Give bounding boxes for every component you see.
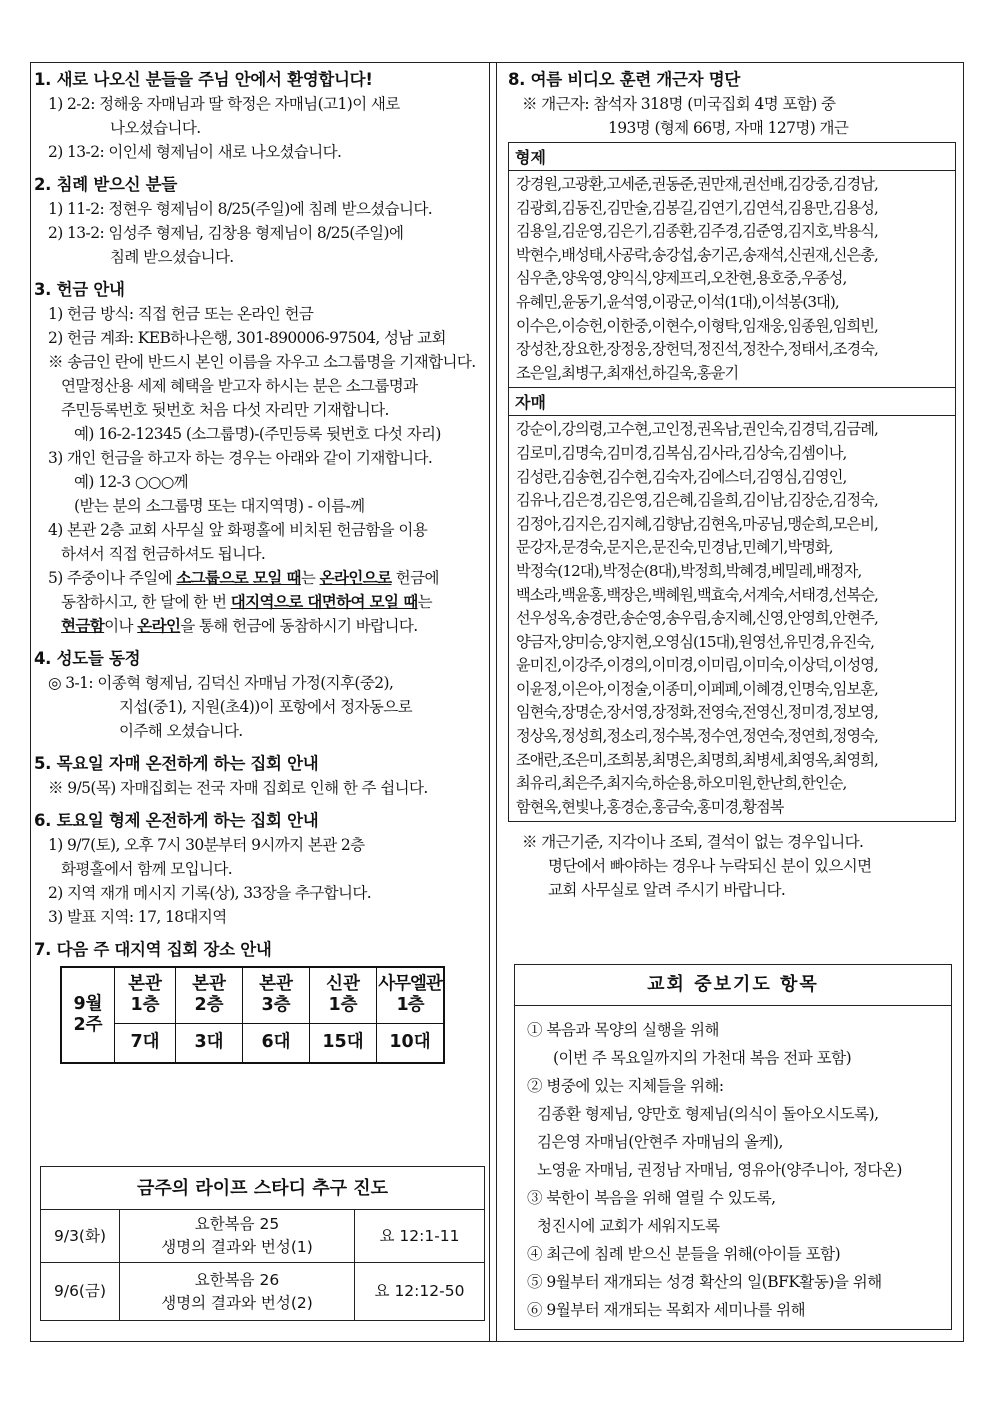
brothers-list bbox=[509, 171, 955, 387]
text-line bbox=[34, 566, 486, 590]
text-line: 하셔서 직접 헌금하셔도 됩니다. bbox=[61, 545, 266, 563]
prayer-line: ⑤ 9월부터 재개되는 성경 확산의 일(BFK활동)을 위해 bbox=[527, 1273, 882, 1291]
name-line: 양금자,양미승,양지현,오영심(15대),원영선,유민경,유진숙, bbox=[516, 632, 875, 651]
sisters-list bbox=[509, 416, 955, 821]
text-line bbox=[34, 590, 486, 614]
text-line: 화평홀에서 함께 모입니다. bbox=[61, 860, 233, 878]
section-heading: 4. 성도들 동정 bbox=[34, 649, 141, 668]
name-line: 조은일,최병구,최재선,하길욱,홍윤기 bbox=[516, 363, 739, 382]
life-study-table bbox=[40, 1166, 485, 1321]
name-line: 박현수,배성태,사공락,송강섭,송기곤,송재석,신권재,신은총, bbox=[516, 245, 878, 264]
book-text: 요한복음 25 bbox=[194, 1215, 280, 1233]
section-attendance bbox=[508, 68, 960, 140]
prayer-title: 교회 중보기도 항목 bbox=[515, 965, 951, 1006]
name-line: 유혜민,윤동기,윤석영,이광군,이석(1대),이석봉(3대), bbox=[516, 292, 839, 311]
name-line: 강경원,고광환,고세준,권동준,권만재,권선배,김강중,김경남, bbox=[516, 175, 878, 193]
text-line: 명단에서 빠야하는 경우나 누락되신 분이 있으시면 bbox=[548, 857, 872, 876]
text-line: 193명 (형제 66명, 자매 127명) 개근 bbox=[608, 119, 849, 137]
prayer-line: 노영윤 자매님, 권정남 자매님, 영유아(양주니아, 정다온) bbox=[537, 1161, 902, 1179]
name-line: 정상옥,정성희,정소리,정수복,정수연,정연숙,정연희,정영숙, bbox=[516, 727, 878, 746]
brothers-label: 형제 bbox=[509, 143, 955, 171]
text-line: ※ 개근자: 참석자 318명 (미국집회 4명 포함) 중 bbox=[522, 95, 836, 113]
emphasis-text: 온라인 bbox=[137, 617, 181, 635]
text-line: 2) 13-2: 임성주 형제님, 김창용 형제님이 8/25(주일)에 bbox=[48, 224, 404, 242]
name-line: 윤미진,이강주,이경의,이미경,이미림,이미숙,이상덕,이성영, bbox=[516, 656, 878, 675]
topic-text: 생명의 결과와 번성(2) bbox=[161, 1293, 313, 1312]
text-fragment: 는 bbox=[417, 593, 432, 611]
prayer-line: 김종환 형제님, 양만호 형제님(의식이 돌아오시도록), bbox=[537, 1105, 879, 1123]
section-heading: 3. 헌금 안내 bbox=[34, 280, 125, 299]
text-fragment: 는 bbox=[300, 569, 320, 587]
section-heading: 2. 침례 받으신 분들 bbox=[34, 175, 177, 194]
text-line: 이주해 오셨습니다. bbox=[119, 722, 243, 740]
text-line: ※ 9/5(목) 자매집회는 전국 자매 집회로 인해 한 주 쉽니다. bbox=[48, 779, 428, 797]
name-line: 김로미,김명숙,김미경,김복심,김사라,김상숙,김셈이나, bbox=[516, 443, 847, 462]
group-cell: 3대 bbox=[176, 1023, 243, 1063]
section-heading: 5. 목요일 자매 온전하게 하는 집회 안내 bbox=[34, 754, 319, 773]
group-cell: 10대 bbox=[377, 1023, 445, 1063]
sisters-label: 자매 bbox=[509, 387, 955, 416]
text-line: 연말정산용 세제 혜택을 받고자 하시는 분은 소그룹명과 bbox=[61, 377, 418, 395]
name-line: 최유리,최은주,최지숙,하순용,하오미원,한난희,한인순, bbox=[516, 774, 847, 793]
meeting-place-table bbox=[60, 966, 445, 1064]
prayer-box bbox=[514, 964, 952, 1330]
date-cell: 9/6(금) bbox=[41, 1263, 120, 1321]
emphasis-text: 대지역으로 대면하여 모일 때 bbox=[230, 593, 418, 611]
place-cell: 본관 3층 bbox=[243, 967, 310, 1023]
group-cell: 15대 bbox=[310, 1023, 377, 1063]
topic-text: 생명의 결과와 번성(1) bbox=[161, 1238, 313, 1256]
place-cell: 본관 2층 bbox=[176, 967, 243, 1023]
topic-cell bbox=[120, 1263, 355, 1321]
text-line: ◎ 3-1: 이종혁 형제님, 김덕신 자매님 가정(지후(중2), bbox=[48, 674, 394, 692]
right-column bbox=[508, 68, 960, 902]
name-line: 조애란,조은미,조희봉,최명은,최명희,최병세,최영옥,최영희, bbox=[516, 750, 878, 769]
place-cell: 사무엘관 1층 bbox=[377, 967, 445, 1023]
prayer-line: ④ 최근에 침례 받으신 분들을 위해(아이들 포함) bbox=[527, 1245, 841, 1263]
emphasis-text: 소그룹으로 모일 때 bbox=[176, 569, 301, 587]
section-sisters-meeting bbox=[34, 752, 486, 800]
book-text: 요한복음 26 bbox=[194, 1270, 280, 1289]
prayer-line: 청진시에 교회가 세워지도록 bbox=[537, 1217, 720, 1235]
name-line: 이윤정,이은아,이정술,이종미,이페페,이혜경,인명숙,임보훈, bbox=[516, 679, 878, 698]
prayer-line: (이번 주 목요일까지의 가천대 복음 전파 포함) bbox=[553, 1049, 852, 1067]
column-divider bbox=[489, 62, 497, 1342]
text-line: 침례 받으셨습니다. bbox=[110, 248, 234, 266]
name-line: 임현숙,장명순,장서영,장정화,전영숙,전영신,정미경,정보영, bbox=[516, 703, 878, 722]
text-line: 3) 개인 헌금을 하고자 하는 경우는 아래와 같이 기재합니다. bbox=[48, 449, 433, 467]
text-fragment: 동참하시고, 한 달에 한 번 bbox=[61, 593, 231, 611]
verse-cell: 요 12:1-11 bbox=[355, 1210, 485, 1263]
text-line: 2) 지역 재개 메시지 기록(상), 33장을 추구합니다. bbox=[48, 884, 372, 902]
name-line: 이수은,이승헌,이한중,이현수,이형탁,임재웅,임종원,임희빈, bbox=[516, 316, 878, 335]
name-line: 박정숙(12대),박정순(8대),박정희,박혜경,베밀레,배정자, bbox=[516, 561, 862, 580]
text-line: 1) 11-2: 정현우 형제님이 8/25(주일)에 침례 받으셨습니다. bbox=[48, 200, 433, 218]
section-meeting-places bbox=[34, 938, 486, 1064]
text-fragment: 이나 bbox=[104, 617, 138, 635]
name-line: 심우춘,양욱영,양익식,양제프리,오찬현,용호중,우종성, bbox=[516, 269, 847, 288]
section-welcome bbox=[34, 68, 486, 164]
prayer-line: 김은영 자매님(안현주 자매님의 올케), bbox=[537, 1133, 783, 1151]
place-cell: 본관 1층 bbox=[115, 967, 176, 1023]
prayer-line: ① 복음과 목양의 실행을 위해 bbox=[527, 1021, 719, 1039]
text-fragment: 헌금에 bbox=[391, 569, 439, 587]
section-heading: 7. 다음 주 대지역 집회 장소 안내 bbox=[34, 940, 272, 959]
text-line: 나오셨습니다. bbox=[110, 119, 201, 137]
prayer-line: ② 병중에 있는 지체들을 위해: bbox=[527, 1077, 724, 1095]
text-line: 3) 발표 지역: 17, 18대지역 bbox=[48, 908, 227, 926]
name-line: 김정아,김지은,김지혜,김향남,김현옥,마공님,맹순희,모은비, bbox=[516, 514, 878, 533]
text-line: 1) 2-2: 정해웅 자매님과 딸 학정은 자매님(고1)이 새로 bbox=[48, 95, 400, 113]
section-heading: 1. 새로 나오신 분들을 주님 안에서 환영합니다! bbox=[34, 70, 373, 89]
topic-cell bbox=[120, 1210, 355, 1263]
prayer-line: ⑥ 9월부터 재개되는 목회자 세미나를 위해 bbox=[527, 1301, 806, 1319]
place-cell: 신관 1층 bbox=[310, 967, 377, 1023]
name-line: 김유나,김은경,김은영,김은혜,김을희,김이남,김장순,김정숙, bbox=[516, 491, 878, 510]
name-line: 문강자,문경숙,문지은,문진숙,민경남,민혜기,박명화, bbox=[516, 538, 833, 557]
name-line: 함현옥,현빛나,홍경순,홍금숙,홍미경,황점복 bbox=[516, 797, 784, 816]
text-fragment: 을 통해 헌금에 동참하시기 바랍니다. bbox=[180, 617, 418, 635]
verse-cell: 요 12:12-50 bbox=[355, 1263, 485, 1321]
section-heading: 8. 여름 비디오 훈련 개근자 명단 bbox=[508, 70, 741, 89]
text-line: 4) 본관 2층 교회 사무실 앞 화평홀에 비치된 헌금함을 이용 bbox=[48, 521, 428, 539]
text-fragment: 5) 주중이나 주일에 bbox=[48, 569, 177, 587]
life-study-title: 금주의 라이프 스타디 추구 진도 bbox=[41, 1167, 485, 1210]
name-line: 김용일,김운영,김은기,김종환,김주경,김준영,김지호,박용식, bbox=[516, 222, 878, 241]
section-heading: 6. 토요일 형제 온전하게 하는 집회 안내 bbox=[34, 811, 319, 830]
group-cell: 6대 bbox=[243, 1023, 310, 1063]
name-line: 백소라,백윤홍,백장은,백혜원,백효숙,서계숙,서태경,선복순, bbox=[516, 585, 878, 604]
name-line: 김성란,김송현,김수현,김숙자,김에스더,김영심,김영인, bbox=[516, 467, 847, 486]
text-line: 지섭(중1), 지원(초4))이 포항에서 정자동으로 bbox=[119, 698, 413, 716]
text-line: (받는 분의 소그룹명 또는 대지역명) - 이름-께 bbox=[74, 497, 365, 515]
text-line: 1) 헌금 방식: 직접 헌금 또는 온라인 헌금 bbox=[48, 305, 314, 323]
name-line: 강순이,강의령,고수현,고인정,권옥남,권인숙,김경덕,김금례, bbox=[516, 420, 878, 439]
section-baptism bbox=[34, 173, 486, 269]
text-line: 교회 사무실로 알려 주시기 바랍니다. bbox=[548, 881, 786, 900]
text-line bbox=[34, 614, 486, 638]
name-line: 김광회,김동진,김만술,김봉길,김연기,김연석,김용만,김용성, bbox=[516, 198, 878, 217]
attendance-note bbox=[508, 830, 960, 902]
prayer-line: ③ 북한이 복음을 위해 열릴 수 있도록, bbox=[527, 1189, 776, 1207]
week-cell: 9월 2주 bbox=[61, 967, 115, 1063]
name-line: 선우성옥,송경란,송순영,송우림,송지혜,신영,안영희,안현주, bbox=[516, 609, 878, 628]
text-line: 2) 13-2: 이인세 형제님이 새로 나오셨습니다. bbox=[48, 143, 342, 161]
emphasis-text: 현금함 bbox=[61, 617, 105, 635]
section-offering bbox=[34, 278, 486, 638]
text-line: 예) 12-3 ○○○께 bbox=[74, 473, 189, 491]
text-line: 예) 16-2-12345 (소그룹명)-(주민등록 뒷번호 다섯 자리) bbox=[74, 425, 441, 443]
text-line: 1) 9/7(토), 오후 7시 30분부터 9시까지 본관 2층 bbox=[48, 836, 365, 854]
text-line: 주민등록번호 뒷번호 처음 다섯 자리만 기재합니다. bbox=[61, 401, 389, 419]
section-news bbox=[34, 647, 486, 743]
text-line: ※ 송금인 란에 반드시 본인 이름을 자우고 소그룹명을 기재합니다. bbox=[48, 353, 476, 371]
group-cell: 7대 bbox=[115, 1023, 176, 1063]
section-brothers-meeting bbox=[34, 809, 486, 929]
text-line: 2) 헌금 계좌: KEB하나은행, 301-890006-97504, 성남 교회 bbox=[48, 329, 446, 347]
left-column bbox=[34, 68, 486, 1073]
emphasis-text: 온라인으로 bbox=[319, 569, 392, 587]
name-line: 장성찬,장요한,장정웅,장헌덕,정진석,정찬수,정태서,조경숙, bbox=[516, 340, 878, 359]
date-cell: 9/3(화) bbox=[41, 1210, 120, 1263]
text-line: ※ 개근기준, 지각이나 조퇴, 결석이 없는 경우입니다. bbox=[522, 833, 864, 852]
attendance-list-box bbox=[508, 142, 956, 822]
